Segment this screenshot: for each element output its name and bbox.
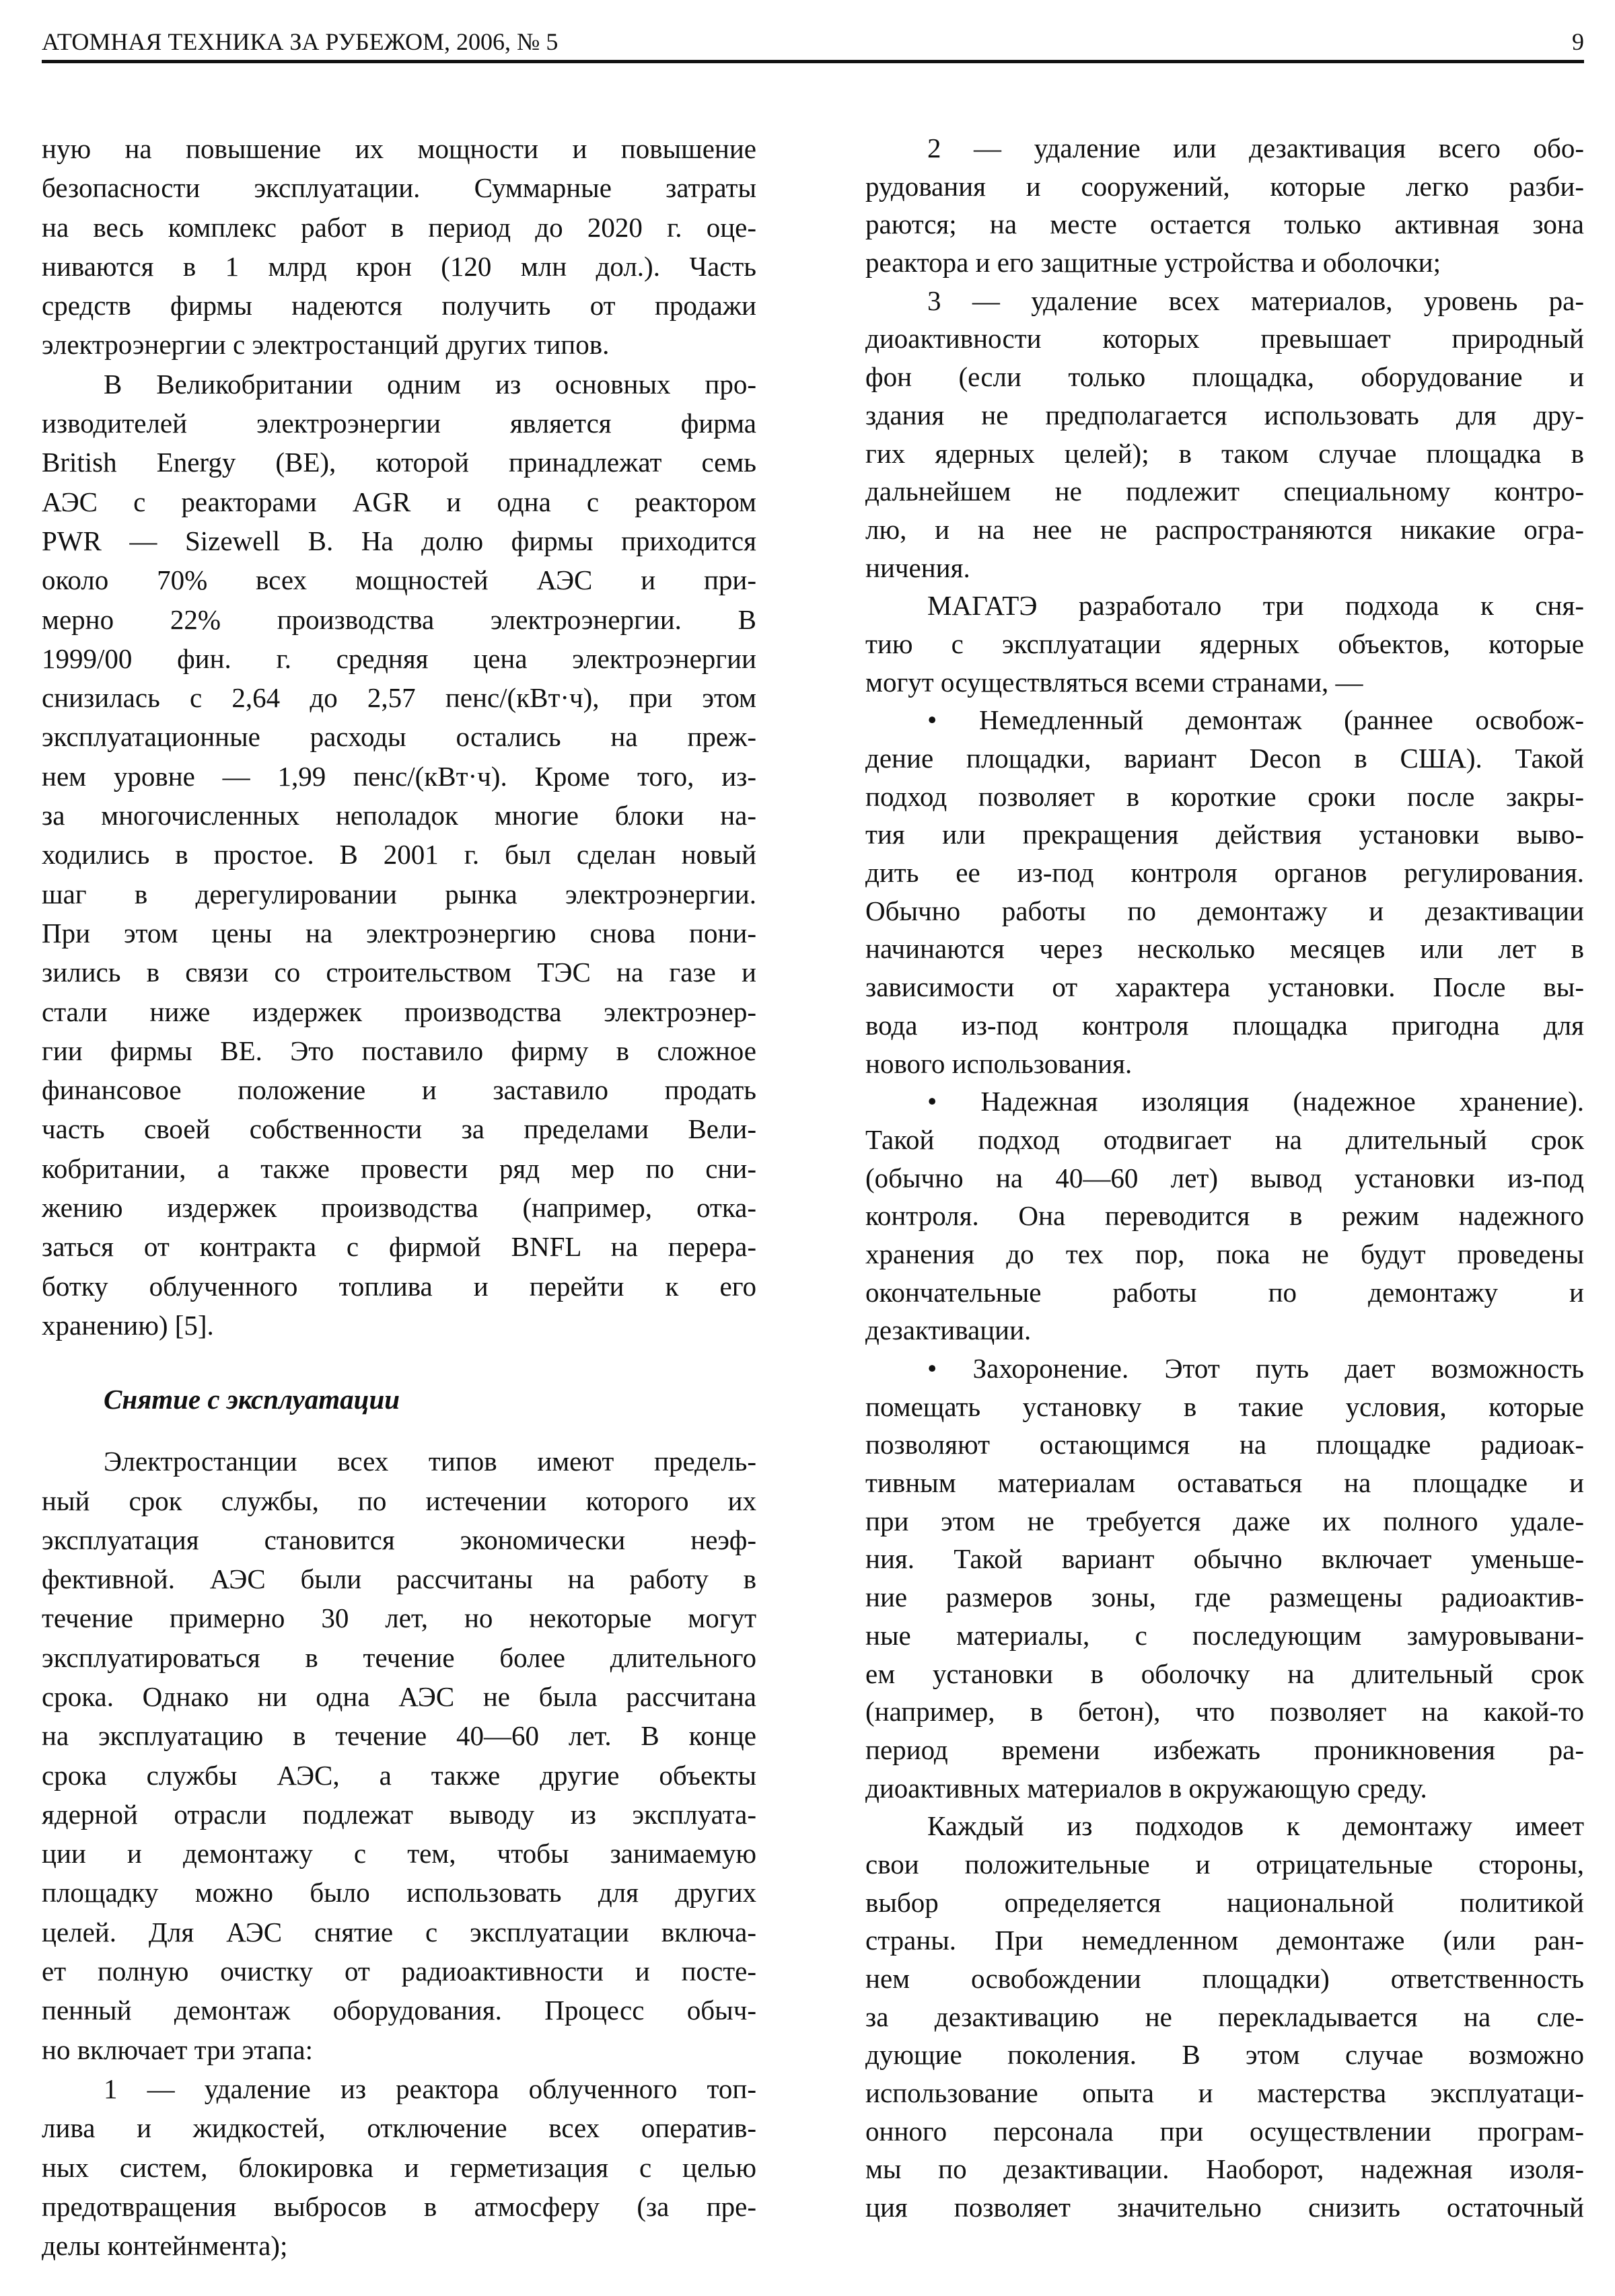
text-line: Такой подход отодвигает на длительный срок <box>865 1123 1584 1155</box>
text-line: диоактивности которых превышает природный <box>865 323 1584 355</box>
text-line: дующие поколения. В этом случае возможно <box>865 2039 1584 2071</box>
text-line: выбор определяется национальной политикой <box>865 1886 1584 1918</box>
text-line: страны. При немедленном демонтаже (или ран- <box>865 1925 1584 1956</box>
text-line: дальнейшем не подлежит специальному контро- <box>865 476 1584 507</box>
paragraph <box>42 365 756 1345</box>
text-line: 2 — удаление или дезактивация всего обо- <box>927 133 1584 163</box>
text-line: позволяют остающимся на площадке радиоак- <box>865 1429 1584 1460</box>
text-line: помещать установку в такие условия, которые <box>865 1391 1584 1422</box>
text-line: эксплуатационные расходы остались на преж- <box>42 721 756 753</box>
text-line: заться от контракта с фирмой BNFL на перера- <box>42 1231 756 1263</box>
text-line: могут осуществляться всеми странами, — <box>865 666 1363 698</box>
text-line: рудования и сооружений, которые легко разби- <box>865 170 1584 202</box>
text-line: мерно 22% производства электроэнергии. В <box>42 603 756 635</box>
paragraph <box>865 282 1584 587</box>
right-column <box>865 129 1584 2227</box>
text-line: контроля. Она переводится в режим надежного <box>865 1200 1584 1232</box>
text-line: окончательные работы по демонтажу и <box>865 1276 1584 1308</box>
text-line: ниваются в 1 млрд крон (120 млн дол.). Часть <box>42 250 756 282</box>
text-line: При этом цены на электроэнергию снова пони- <box>42 917 756 949</box>
text-line: • Надежная изоляция (надежное хранение). <box>927 1086 1584 1117</box>
running-header <box>42 26 1584 58</box>
text-line: здания не предполагается использовать для дру- <box>865 399 1584 431</box>
paragraph <box>42 129 756 365</box>
text-line: British Energy (BE), которой принадлежат семь <box>42 447 756 478</box>
text-line: мы по дезактивации. Наоборот, надежная изоля- <box>865 2153 1584 2185</box>
text-line: (обычно на 40—60 лет) вывод установки из-под <box>865 1162 1584 1193</box>
text-line: реактора и его защитные устройства и оболочки; <box>865 247 1441 279</box>
text-line: нем уровне — 1,99 пенс/(кВт·ч). Кроме того, из- <box>42 760 756 792</box>
text-line: ные материалы, с последующим замуровывани- <box>865 1619 1584 1651</box>
text-line: дение площадки, вариант Decon в США). Такой <box>865 743 1584 774</box>
text-line: использование опыта и мастерства эксплуатаци- <box>865 2077 1584 2109</box>
text-line: тию с эксплуатации ядерных объектов, которые <box>865 628 1584 659</box>
text-line: гих ядерных целей); в таком случае площадка в <box>865 437 1584 469</box>
text-line: ных систем, блокировка и герметизация с целью <box>42 2151 756 2183</box>
section-heading: Снятие с эксплуатации <box>104 1384 400 1415</box>
text-line: хранению) [5]. <box>42 1309 214 1341</box>
paragraph <box>865 1349 1584 1807</box>
text-line: пенный демонтаж оборудования. Процесс обыч- <box>42 1995 756 2026</box>
text-line: дить ее из-под контроля органов регулирования. <box>865 857 1584 889</box>
text-line: ция позволяет значительно снизить остаточный <box>865 2192 1584 2223</box>
text-line: ядерной отрасли подлежат выводу из эксплуата- <box>42 1798 756 1830</box>
text-line: предотвращения выбросов в атмосферу (за пре- <box>42 2190 756 2222</box>
text-line: 1999/00 фин. г. средняя цена электроэнергии <box>42 642 756 674</box>
text-line: свои положительные и отрицательные стороны, <box>865 1848 1584 1880</box>
text-line: ботку облученного топлива и перейти к его <box>42 1270 756 1302</box>
text-line: дезактивации. <box>865 1314 1032 1346</box>
text-line: срока. Однако ни одна АЭС не была рассчитана <box>42 1680 756 1712</box>
text-line: гии фирмы BE. Это поставило фирму в сложное <box>42 1035 756 1066</box>
text-line: безопасности эксплуатации. Суммарные затраты <box>42 172 756 204</box>
text-line: ния. Такой вариант обычно включает уменьше- <box>865 1543 1584 1575</box>
text-line: Обычно работы по демонтажу и дезактивации <box>865 895 1584 926</box>
paragraph <box>865 587 1584 701</box>
text-line: средств фирмы надеются получить от продажи <box>42 290 756 322</box>
text-line: ет полную очистку от радиоактивности и посте- <box>42 1956 756 1987</box>
text-line: Электростанции всех типов имеют предель- <box>104 1446 756 1477</box>
text-line: раются; на месте остается только активная зона <box>865 209 1584 240</box>
text-line: ный срок службы, по истечении которого их <box>42 1485 756 1516</box>
text-line: (например, в бетон), что позволяет на какой-то <box>865 1696 1584 1728</box>
text-line: ную на повышение их мощности и повышение <box>42 133 756 164</box>
text-line: кобритании, а также провести ряд мер по сни- <box>42 1152 756 1184</box>
text-line: около 70% всех мощностей АЭС и при- <box>42 564 756 596</box>
text-line: финансовое положение и заставило продать <box>42 1074 756 1106</box>
text-line: при этом не требуется даже их полного удале- <box>865 1505 1584 1536</box>
header-rule <box>42 60 1584 63</box>
text-line: на весь комплекс работ в период до 2020 г. оце- <box>42 211 756 243</box>
text-line: начинаются через несколько месяцев или лет в <box>865 933 1584 965</box>
text-line: ничения. <box>865 552 970 583</box>
journal-title: АТОМНАЯ ТЕХНИКА ЗА РУБЕЖОМ, 2006, № 5 <box>42 28 559 55</box>
text-line: срока службы АЭС, а также другие объекты <box>42 1759 756 1791</box>
text-line: В Великобритании одним из основных про- <box>104 368 756 400</box>
text-line: изводителей электроэнергии является фирма <box>42 408 756 439</box>
text-line: за многочисленных неполадок многие блоки на- <box>42 800 756 831</box>
text-line: часть своей собственности за пределами Вели- <box>42 1113 756 1145</box>
text-line: диоактивных материалов в окружающую среду. <box>865 1772 1427 1804</box>
text-line: стали ниже издержек производства электроэнер- <box>42 996 756 1027</box>
text-line: • Немедленный демонтаж (раннее освобож- <box>927 704 1584 736</box>
text-line: делы контейнмента); <box>42 2230 288 2262</box>
text-line: зависимости от характера установки. После вы- <box>865 971 1584 1003</box>
paragraph <box>42 2069 756 2265</box>
text-line: ем установки в оболочку на длительный срок <box>865 1658 1584 1689</box>
left-column <box>42 129 756 2265</box>
text-line: МАГАТЭ разработало три подхода к сня- <box>927 590 1584 622</box>
text-line: 1 — удаление из реактора облученного топ- <box>104 2073 756 2104</box>
text-line: площадку можно было использовать для других <box>42 1877 756 1909</box>
text-line: ние размеров зоны, где размещены радиоактив- <box>865 1582 1584 1613</box>
text-line: подход позволяет в короткие сроки после закры- <box>865 780 1584 812</box>
text-line: онного персонала при осуществлении програм- <box>865 2115 1584 2147</box>
text-line: эксплуатироваться в течение более длительного <box>42 1641 756 1673</box>
page-number: 9 <box>1572 28 1584 55</box>
paragraph <box>865 1807 1584 2227</box>
text-line: лю, и на нее не распространяются никакие огра- <box>865 513 1584 545</box>
paragraph <box>865 701 1584 1082</box>
text-line: жению издержек производства (например, отка- <box>42 1192 756 1224</box>
text-line: • Захоронение. Этот путь дает возможность <box>927 1353 1584 1384</box>
text-line: эксплуатация становится экономически неэф- <box>42 1524 756 1555</box>
text-line: PWR — Sizewell B. На долю фирмы приходится <box>42 525 756 556</box>
text-line: шаг в дерегулировании рынка электроэнергии. <box>42 878 756 910</box>
text-line: на эксплуатацию в течение 40—60 лет. В конце <box>42 1720 756 1752</box>
text-line: ходились в простое. В 2001 г. был сделан новый <box>42 839 756 871</box>
text-line: зились в связи со строительством ТЭС на газе и <box>42 957 756 988</box>
text-line: за дезактивацию не перекладывается на сле- <box>865 2001 1584 2032</box>
text-line: нем освобождении площадки) ответственность <box>865 1963 1584 1994</box>
text-line: ции и демонтажу с тем, чтобы занимаемую <box>42 1838 756 1869</box>
paragraph <box>865 129 1584 282</box>
text-line: течение примерно 30 лет, но некоторые могут <box>42 1602 756 1634</box>
text-line: лива и жидкостей, отключение всех оператив- <box>42 2112 756 2144</box>
text-line: тия или прекращения действия установки выво- <box>865 819 1584 850</box>
text-line: фон (если только площадка, оборудование и <box>865 361 1584 393</box>
text-line: вода из-под контроля площадка пригодна для <box>865 1009 1584 1041</box>
text-line: АЭС с реакторами AGR и одна с реактором <box>42 486 756 517</box>
text-line: 3 — удаление всех материалов, уровень ра- <box>927 285 1584 316</box>
text-line: нового использования. <box>865 1047 1133 1079</box>
text-line: фективной. АЭС были рассчитаны на работу в <box>42 1563 756 1595</box>
paragraph <box>42 1442 756 2069</box>
text-line: электроэнергии с электростанций других типов. <box>42 329 610 361</box>
text-line: снизилась с 2,64 до 2,57 пенс/(кВт·ч), при этом <box>42 682 756 714</box>
text-line: период времени избежать проникновения ра- <box>865 1734 1584 1765</box>
text-line: целей. Для АЭС снятие с эксплуатации включа- <box>42 1916 756 1948</box>
paragraph <box>865 1082 1584 1349</box>
text-line: но включает три этапа: <box>42 2034 313 2065</box>
text-line: тивным материалам оставаться на площадке и <box>865 1467 1584 1499</box>
text-line: хранения до тех пор, пока не будут проведены <box>865 1238 1584 1269</box>
text-line: Каждый из подходов к демонтажу имеет <box>927 1810 1584 1842</box>
